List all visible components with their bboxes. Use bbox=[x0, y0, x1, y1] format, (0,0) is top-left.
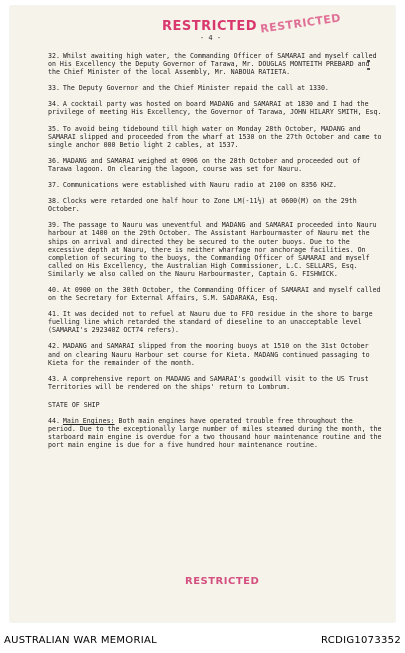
section-heading: STATE OF SHIP bbox=[48, 400, 100, 409]
footer-institution: AUSTRALIAN WAR MEMORIAL bbox=[4, 635, 157, 646]
paragraph-38: 38. Clocks were retarded one half hour to Zone LM(-11½) at 0600(M) on the 29th October. bbox=[48, 197, 357, 214]
restricted-stamp-faded: RESTRICTED bbox=[259, 11, 342, 36]
paragraph-32: 32. Whilst awaiting high water, the Commanding Officer of SAMARAI and myself called on His Excellency the Deputy Governor of Tarawa, Mr. DOUGLAS MONTEITH PREBARD and the Chief Minister of the local Assembly, Mr. NABOUA RATIETA. bbox=[48, 52, 377, 77]
paragraph-33: 33. The Deputy Governor and the Chief Minister repaid the call at 1330. bbox=[48, 84, 329, 93]
paragraph-35: 35. To avoid being tidebound till high water on Monday 28th October, MADANG and SAMARAI slipped and proceeded from the wharf at 1530 on the 27th October and came to single anchor 000 Betio light 2 cables, at 1537. bbox=[48, 124, 382, 149]
paragraph-43: 43. A comprehensive report on MADANG and SAMARAI's goodwill visit to the US Trust Territories will be rendered on the ships' return to Lombrum. bbox=[48, 374, 369, 391]
paragraph-36: 36. MADANG and SAMARAI weighed at 0906 on the 28th October and proceeded out of Tarawa lagoon. On clearing the lagoon, course was set for Nauru. bbox=[48, 156, 361, 173]
paragraph-42: 42. MADANG and SAMARAI slipped from the mooring buoys at 1510 on the 31st October and on clearing Nauru Harbour set course for Kieta. MADANG continued passaging to Kieta for the remainder of the month. bbox=[48, 342, 370, 367]
paragraph-44: 44. Main Engines: Both main engines have operated trouble free throughout the period. Due to the exceptionally large number of miles steamed during the month, the starboard main engine is overdue for a two thousand hour maintenance routine and the port main engine is due for a five hundred hour maintenance routine. bbox=[48, 417, 382, 450]
main-engines-title: Main Engines: bbox=[62, 417, 115, 425]
paragraph-39: 39. The passage to Nauru was uneventful and MADANG and SAMARAI proceeded into Nauru harbour at 1400 on the 29th October. The Assistant Harbourmaster of Nauru met the ships on arrival and directed they be secured to the outer buoys. Due to the excessive depth at Nauru, there is neither wharfage nor anchorage facilities. On completion of securing to the buoys, the Commanding Officer of SAMARAI and myself called on His Excellency, the Australian High Commissioner, L.C. SELLARS, Esq. Similarly we also called on the Nauru Harbourmaster, Captain G. FISHWICK. bbox=[48, 221, 377, 278]
paragraph-34: 34. A cocktail party was hosted on board MADANG and SAMARAI at 1830 and I had the privilege of meeting His Excellency, the Governor of Tarawa, JOHN HILARY SMITH, Esq. bbox=[48, 100, 382, 117]
restricted-stamp-bottom: RESTRICTED bbox=[185, 576, 260, 587]
restricted-stamp-top: RESTRICTED bbox=[162, 19, 258, 34]
paragraph-37: 37. Communications were established with Nauru radio at 2100 on 8356 KHZ. bbox=[48, 181, 337, 190]
paragraph-40: 40. At 0900 on the 30th October, the Commanding Officer of SAMARAI and myself called on the Secretary for External Affairs, S.M. SADARAKA, Esq. bbox=[48, 285, 381, 303]
paragraph-41: 41. It was decided not to refuel at Nauru due to FFO residue in the shore to barge fuelling line which retarded the standard of dieseline to an unacceptable level (SAMARAI's 292340Z OCT74 refers). bbox=[48, 310, 373, 335]
document-page bbox=[10, 6, 395, 622]
footer-record-id: RCDIG1073352 bbox=[321, 635, 401, 646]
page-number: - 4 - bbox=[200, 34, 222, 42]
archive-footer bbox=[0, 627, 405, 653]
document-body bbox=[48, 52, 384, 457]
